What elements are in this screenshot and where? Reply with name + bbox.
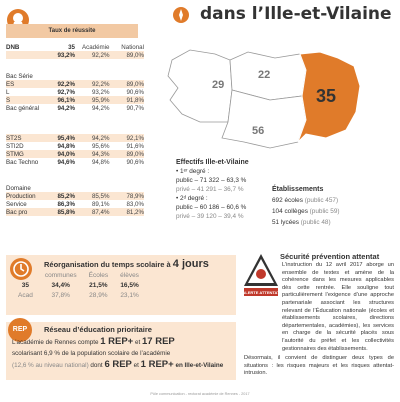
securite-paragraph-2: Désormais, il convient de distinguer deux types de situations : les risques majeurs et les risques attentat-intrusion. — [244, 355, 394, 377]
row-national: 81,2% — [126, 208, 144, 216]
dnb-value: 93,2% — [57, 51, 75, 59]
ecoles-line — [272, 195, 392, 206]
lycees-public: (public 48) — [300, 219, 331, 226]
reorg-title-big: 4 jours — [172, 258, 209, 270]
row-label: Production — [6, 192, 36, 200]
row-eleves: 16,5% — [120, 281, 139, 289]
row-academie: 93,2% — [91, 88, 110, 96]
ecoles-public: (public 457) — [304, 197, 339, 204]
row-label: ES — [6, 80, 15, 88]
row-value: 92,2% — [57, 80, 75, 88]
row-label: 35 — [21, 281, 30, 289]
table-row — [6, 200, 144, 208]
col-35: 35 — [68, 43, 75, 51]
table-row — [12, 290, 145, 300]
effectifs-title: Effectifs Ille-et-Vilaine — [176, 159, 249, 166]
dnb-academie: 92,2% — [91, 51, 110, 59]
row-academie: 94,2% — [91, 134, 110, 142]
map-dept-56 — [222, 90, 306, 148]
rep-text: et — [133, 362, 139, 369]
col-eleves: élèves — [120, 271, 139, 279]
rep-text: et — [134, 339, 141, 346]
deg1-public: public – 71 322 – 63,3 % — [176, 177, 247, 184]
reorg-title — [44, 258, 209, 270]
row-communes: 37,8% — [51, 291, 70, 299]
row-label: STI2D — [6, 142, 24, 150]
row-ecoles: 28,9% — [89, 291, 108, 299]
map-label-22: 22 — [258, 69, 271, 81]
row-label: S — [6, 96, 11, 104]
row-label: Bac pro — [6, 208, 28, 216]
map-label-35: 35 — [316, 86, 337, 106]
deg2-prive: privé – 39 120 – 39,4 % — [176, 213, 244, 220]
row-academie: 95,6% — [91, 142, 110, 150]
ecoles-count: 692 écoles — [272, 197, 303, 204]
dnb-national: 89,0% — [126, 51, 144, 59]
colleges-public: (public 59) — [309, 208, 340, 215]
rep-text: dont — [90, 362, 103, 369]
page-title: dans l’Ille-et-Vilaine — [200, 4, 392, 24]
row-label: ST2S — [6, 134, 22, 142]
row-national: 91,6% — [126, 142, 144, 150]
row-eleves: 23,1% — [120, 291, 139, 299]
bac-techno-table — [6, 134, 144, 166]
row-academie: 85,5% — [91, 192, 110, 200]
lycees-count: 51 lycées — [272, 219, 299, 226]
rep-line2: scolarisant 6,9 % de la population scolaire de l’académie — [12, 350, 171, 357]
lycees-line — [272, 217, 392, 228]
rep-line3 — [12, 359, 234, 371]
table-row — [6, 80, 144, 88]
row-label: L — [6, 88, 10, 96]
rep-line1 — [12, 336, 234, 348]
row-national: 92,1% — [126, 134, 144, 142]
table-row — [12, 280, 145, 290]
row-value: 94,0% — [57, 150, 75, 158]
table-row — [6, 142, 144, 150]
reorg-title-text: Réorganisation du temps scolaire à — [44, 260, 171, 269]
alert-sign-text: ALERTE ATTENTAT — [242, 290, 280, 295]
table-row — [6, 208, 144, 216]
row-value: 96,1% — [57, 96, 75, 104]
etablissements-title: Établissements — [272, 186, 324, 193]
rep-body — [12, 336, 234, 371]
row-academie: 87,4% — [91, 208, 110, 216]
rep-text: L’académie de Rennes compte — [12, 339, 99, 346]
row-academie: 95,9% — [91, 96, 110, 104]
row-communes: 34,4% — [51, 281, 70, 289]
table-row — [6, 192, 144, 200]
deg2-public: public – 60 186 – 60,6 % — [176, 204, 247, 211]
table-row — [6, 134, 144, 142]
effectifs-block — [176, 158, 286, 221]
row-national: 89,0% — [126, 80, 144, 88]
row-label: Bac Techno — [6, 158, 39, 166]
table-row — [6, 88, 144, 96]
rep-text: (12,6 % au niveau national) — [12, 362, 89, 369]
table-row — [6, 51, 144, 59]
row-value: 92,7% — [57, 88, 75, 96]
row-national: 89,0% — [126, 150, 144, 158]
table-row — [6, 104, 144, 112]
row-academie: 94,8% — [91, 158, 110, 166]
etablissements-block — [272, 184, 392, 228]
table-row — [6, 96, 144, 104]
row-academie: 92,2% — [91, 80, 110, 88]
row-value: 94,2% — [57, 104, 75, 112]
securite-text — [244, 262, 394, 380]
row-national: 78,9% — [126, 192, 144, 200]
row-academie: 89,1% — [91, 200, 110, 208]
row-value: 94,8% — [57, 142, 75, 150]
row-academie: 94,2% — [91, 104, 110, 112]
col-communes: communes — [44, 271, 77, 279]
row-ecoles: 21,5% — [89, 281, 108, 289]
rep-badge: REP — [8, 318, 32, 342]
table-row — [6, 158, 144, 166]
row-national: 90,7% — [126, 104, 144, 112]
deg1-label: • 1ᵉʳ degré : — [176, 168, 210, 175]
compass-icon — [172, 6, 190, 24]
footer: Pôle communication - rectorat académie de Rennes - 2017 — [150, 392, 250, 396]
col-ecoles: Écoles — [88, 271, 109, 279]
row-national: 90,6% — [126, 88, 144, 96]
colleges-line — [272, 206, 392, 217]
rep-title: Réseau d’éducation prioritaire — [44, 325, 152, 334]
domaine-table — [6, 184, 144, 216]
col-national: National — [121, 43, 144, 51]
colleges-count: 104 collèges — [272, 208, 308, 215]
map-label-29: 29 — [212, 79, 225, 91]
row-value: 86,3% — [57, 200, 75, 208]
securite-paragraph-1: L’instruction du 12 avril 2017 aborge un ensemble de textes et amène de la cohérence dans les mesures applicables dès cette rentrée. Elle souligne tout particulièrement l’exigence d’une approche partenariale associant les structures relevant de l’Éducation nationale (écoles et établissements scolaires, directions départementales, académies), les services en charge de la sécurité placés sous l’autorité du préfet et les collectivités gestionnaires des établissements. — [282, 262, 394, 352]
row-label: Bac général — [6, 104, 40, 112]
row-national: 90,6% — [126, 158, 144, 166]
deg1-prive: privé – 41 291 – 36,7 % — [176, 186, 244, 193]
table-header-row — [6, 43, 144, 51]
deg2-label: • 2ᵈ degré : — [176, 195, 208, 202]
rep-count-repplus-35: 1 REP+ — [140, 359, 174, 370]
col-academie: Académie — [81, 43, 110, 51]
rep-count-repplus: 1 REP+ — [100, 336, 134, 347]
row-national: 91,8% — [126, 96, 144, 104]
bac-serie-table — [6, 72, 144, 112]
dnb-label: DNB — [6, 43, 20, 51]
bac-serie-label: Bac Série — [6, 72, 33, 80]
row-label: Acad — [18, 291, 33, 299]
table-row — [6, 150, 144, 158]
reorg-table — [12, 270, 145, 300]
row-value: 85,2% — [57, 192, 75, 200]
row-value: 94,6% — [57, 158, 75, 166]
row-academie: 94,3% — [91, 150, 110, 158]
row-label: STMG — [6, 150, 24, 158]
row-value: 85,8% — [57, 208, 75, 216]
rep-count-rep: 17 REP — [142, 336, 175, 347]
rep-text: en Ille-et-Vilaine — [175, 362, 224, 369]
row-national: 83,0% — [126, 200, 144, 208]
domaine-label: Domaine — [6, 184, 31, 192]
map-label-56: 56 — [252, 125, 265, 137]
reussite-title: Taux de réussite — [6, 24, 138, 38]
row-label: Service — [6, 200, 27, 208]
table-header-row — [12, 270, 145, 280]
rep-count-rep-35: 6 REP — [104, 359, 132, 370]
securite-title: Sécurité prévention attentat — [280, 252, 380, 261]
row-value: 95,4% — [57, 134, 75, 142]
brittany-map — [160, 30, 400, 158]
reussite-table — [6, 43, 144, 59]
